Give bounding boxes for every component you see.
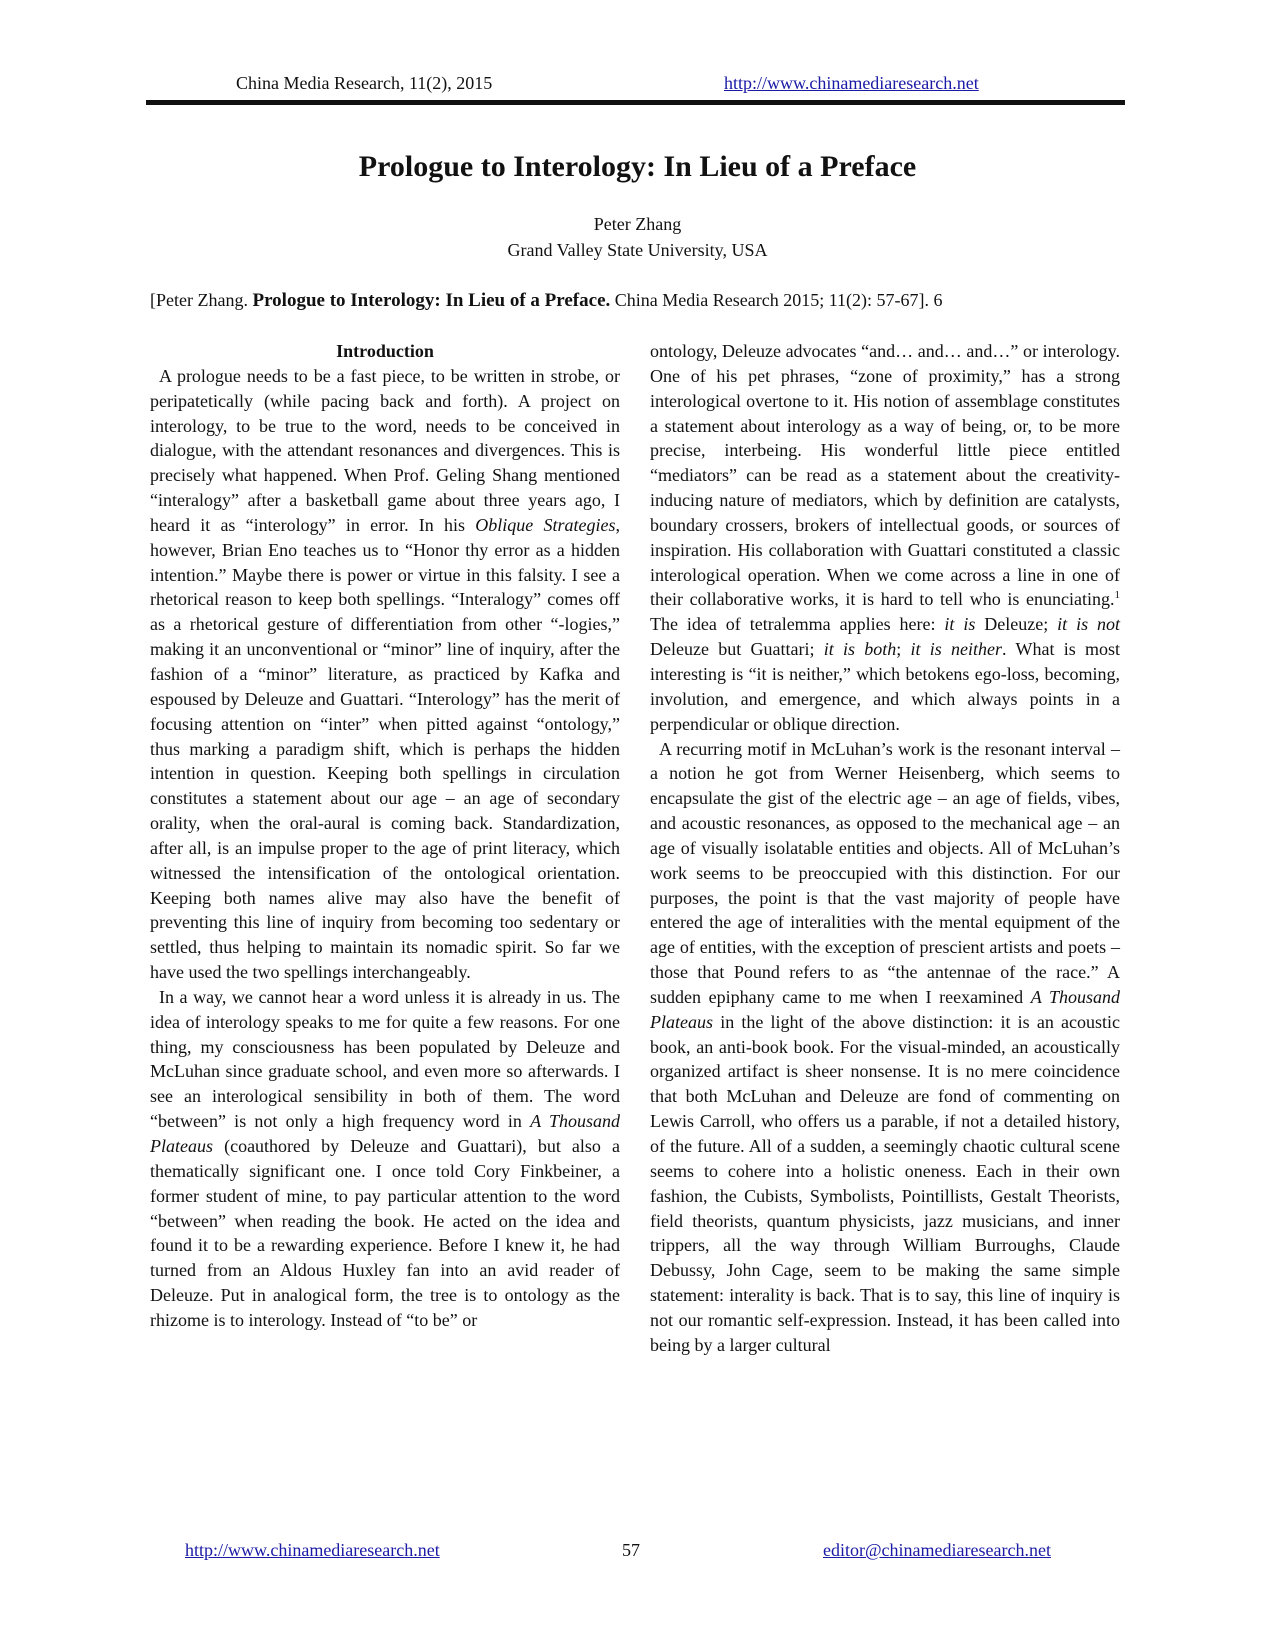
left-column [150,339,620,1333]
italic-title: A Thousand Plateaus [650,986,1120,1032]
right-column [650,339,1120,1358]
paragraph-2: In a way, we cannot hear a word unless it is already in us. The idea of interology speaks to me for quite a few reasons. For one thing, my consciousness has been populated by Deleuze and McLuhan since graduate school, and even more so afterwards. I see an interological sensibility in both of them. The word “between” is not only a high frequency word in A Thousand Plateaus (coauthored by Deleuze and Guattari), but also a thematically significant one. I once told Cory Finkbeiner, a former student of mine, to pay particular attention to the word “between” when reading the book. He acted on the idea and found it to be a rewarding experience. Before I knew it, he had turned from an Aldous Huxley fan into an avid reader of Deleuze. Put in analogical form, the tree is to ontology as the rhizome is to interology. Instead of “to be” or [150,986,620,1330]
footer-email-link[interactable]: editor@chinamediaresearch.net [823,1540,1051,1560]
footer-url-link[interactable]: http://www.chinamediaresearch.net [185,1540,440,1560]
author-affiliation: Grand Valley State University, USA [507,240,768,260]
running-header-url-link[interactable]: http://www.chinamediaresearch.net [724,73,979,93]
footnote-marker: 1 [1114,589,1120,602]
citation-line [150,290,943,312]
running-header-journal: China Media Research, 11(2), 2015 [236,73,493,93]
header-rule [146,100,1125,105]
paragraph-1: A prologue needs to be a fast piece, to be written in strobe, or peripatetically (while pacing back and forth). A project on interology, to be true to the word, needs to be conceived in dialogue, with the attendant resonances and divergences. This is precisely what happened. When Prof. Geling Shang mentioned “interalogy” after a basketball game about three years ago, I heard it as “interology” in error. In his Oblique Strategies, however, Brian Eno teaches us to “Honor thy error as a hidden intention.” Maybe there is power or virtue in this falsity. I see a rhetorical reason to keep both spellings. “Interalogy” comes off as a rhetorical gesture of differentiation from other “-logies,” making it an unconventional or “minor” line of inquiry, after the fashion of a “minor” literature, as practiced by Kafka and espoused by Deleuze and Guattari. “Interology” has the merit of focusing attention on “inter” when pitted against “ontology,” thus marking a paradigm shift, which is perhaps the hidden intention in question. Keeping both spellings in circulation constitutes a statement about our age – an age of secondary orality, when the oral-aural is coming back. Standardization, after all, is an impulse proper to the age of print literacy, which witnessed the intensification of the ontological orientation. Keeping both names alive may also have the benefit of preventing this line of inquiry from becoming too sedentary or settled, thus helping to maintain its nomadic spirit. So far we have used the two spellings interchangeably. [150,365,620,983]
italic-title: A Thousand Plateaus [150,1111,620,1156]
author-name: Peter Zhang [593,214,682,234]
section-heading: Introduction [336,341,434,361]
citation-prefix: [Peter Zhang. [150,290,253,310]
citation-suffix: China Media Research 2015; 11(2): 57-67]. 6 [610,290,943,310]
italic-title: Oblique Strategies [475,514,616,535]
article-title: Prologue to Interology: In Lieu of a Preface [358,150,917,183]
citation-title: Prologue to Interology: In Lieu of a Preface. [252,290,611,311]
paragraph-3: A recurring motif in McLuhan’s work is the resonant interval – a notion he got from Werner Heisenberg, which seems to encapsulate the gist of the electric age – an age of fields, vibes, and acoustic resonances, as opposed to the mechanical age – an age of visually isolatable entities and objects. All of McLuhan’s work seems to be preoccupied with this distinction. For our purposes, the point is that the vast majority of people have entered the age of interalities with the mental equipment of the age of entities, with the exception of prescient artists and poets – those that Pound refers to as “the antennae of the race.” A sudden epiphany came to me when I reexamined A Thousand Plateaus in the light of the above distinction: it is an acoustic book, an anti-book book. For the visual-minded, an acoustically organized artifact is sheer nonsense. It is no mere coincidence that both McLuhan and Deleuze are fond of commenting on Lewis Carroll, who offers us a parable, if not a detailed history, of the future. All of a sudden, a seemingly chaotic cultural scene seems to cohere into a holistic oneness. Each in their own fashion, the Cubists, Symbolists, Pointillists, Gestalt Theorists, field theorists, quantum physicists, jazz musicians, and inner trippers, all the way through William Burroughs, Claude Debussy, John Cage, seem to be making the same simple statement: interality is back. That is to say, this line of inquiry is not our romantic self-expression. Instead, it has been called into being by a larger cultural [650,738,1120,1355]
paragraph-2-continued: ontology, Deleuze advocates “and… and… and…” or interology. One of his pet phrases, “zone of proximity,” has a strong interological overtone to it. His notion of assemblage constitutes a statement about interology as a way of being, or, to be more precise, interbeing. His wonderful little piece entitled “mediators” can be read as a statement about the creativity-inducing nature of mediators, which by definition are catalysts, boundary crossers, brokers of intellectual goods, or sources of inspiration. His collaboration with Guattari constituted a classic interological operation. When we come across a line in one of their collaborative works, it is hard to tell who is enunciating.$^1$ The idea of tetralemma applies here: it is Deleuze; it is not Deleuze but Guattari; it is both; it is neither. What is most interesting is “it is neither,” which betokens ego-loss, becoming, involution, and emergence, and which always points in a perpendicular or oblique direction. [650,341,1121,734]
page-number: 57 [622,1540,640,1560]
